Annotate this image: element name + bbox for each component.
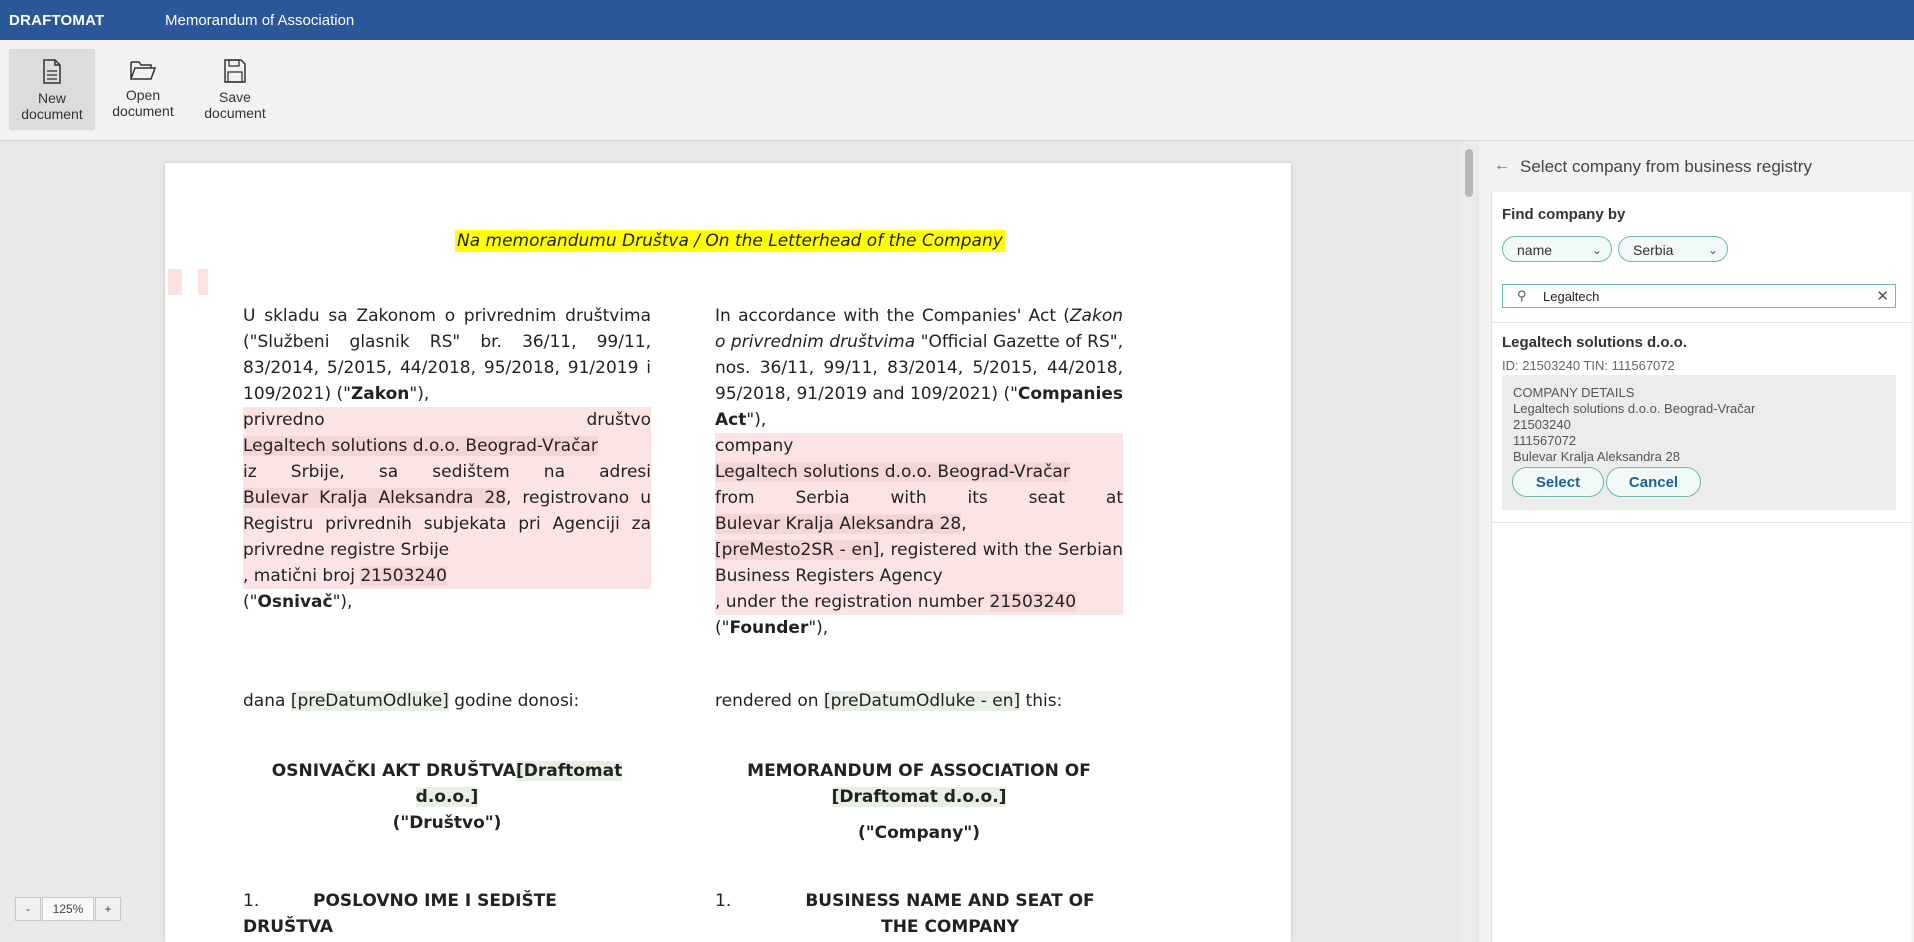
select-button[interactable]: Select bbox=[1512, 467, 1604, 497]
open-document-label-2: document bbox=[112, 103, 174, 119]
title-en: MEMORANDUM OF ASSOCIATION OF [Draftomat d.o.o.] ("Company") bbox=[747, 761, 1091, 843]
address-field[interactable]: Bulevar Kralja Aleksandra 28 bbox=[243, 488, 507, 508]
save-document-button[interactable] bbox=[192, 49, 278, 130]
zoom-in-button[interactable]: + bbox=[95, 897, 121, 921]
comment-marker[interactable] bbox=[198, 269, 208, 295]
open-document-button[interactable] bbox=[100, 49, 186, 130]
divider bbox=[1492, 322, 1911, 323]
details-address: Bulevar Kralja Aleksandra 28 bbox=[1513, 449, 1680, 464]
save-document-label-2: document bbox=[204, 105, 266, 121]
company-title-field-en[interactable]: [Draftomat d.o.o.] bbox=[831, 787, 1007, 807]
company-name-field[interactable]: Legaltech solutions d.o.o. Beograd-Vračar bbox=[243, 436, 598, 456]
letterhead-placeholder[interactable]: Na memorandumu Društva / On the Letterhead of the Company bbox=[457, 231, 1003, 251]
search-icon: ⚲ bbox=[1517, 288, 1527, 303]
section-1-heading-sr: 1. POSLOVNO IME I SEDIŠTE DRUŠTVA bbox=[243, 891, 557, 937]
chevron-down-icon: ⌄ bbox=[1591, 243, 1602, 257]
founder-block-sr[interactable]: privredno društvo Legaltech solutions d.o.o. Beograd-Vračar iz Srbije, sa sedištem na adresi Bulevar Kralja Aleksandra 28, registrovano u Registru privrednih subjekata pri Agenciji za privredne registre Srbije , matični broj 21503240 bbox=[243, 407, 651, 589]
date-line-en: rendered on [preDatumOdluke - en] this: bbox=[715, 691, 1063, 711]
company-title-field-sr[interactable]: [Draftomat d.o.o.] bbox=[415, 761, 623, 807]
new-document-label-1: New bbox=[37, 90, 66, 106]
title-sr: OSNIVAČKI AKT DRUŠTVA[Draftomat d.o.o.] ("Društvo") bbox=[271, 761, 623, 833]
registration-number-field-en[interactable]: 21503240 bbox=[989, 592, 1077, 612]
company-name-field-en[interactable]: Legaltech solutions d.o.o. Beograd-Vračar bbox=[715, 462, 1070, 482]
panel-header bbox=[1479, 141, 1914, 191]
document-title: Memorandum of Association bbox=[165, 12, 355, 29]
registration-number-field[interactable]: 21503240 bbox=[360, 566, 447, 586]
details-label: COMPANY DETAILS bbox=[1513, 385, 1635, 400]
panel-title: Select company from business registry bbox=[1520, 157, 1812, 176]
back-arrow-icon[interactable]: ← bbox=[1494, 157, 1510, 174]
section-1-heading-en: 1. BUSINESS NAME AND SEAT OF THE COMPANY bbox=[715, 891, 1095, 937]
search-value: Legaltech bbox=[1543, 289, 1600, 304]
details-tin: 111567072 bbox=[1513, 433, 1577, 448]
result-ids: ID: 21503240 TIN: 111567072 bbox=[1502, 358, 1675, 373]
serbian-column bbox=[243, 303, 651, 615]
company-search-input[interactable] bbox=[1502, 284, 1896, 308]
title-bar bbox=[0, 0, 1914, 40]
company-registry-panel bbox=[1479, 141, 1914, 942]
search-by-value: name bbox=[1517, 242, 1553, 258]
city-field-en[interactable]: [preMesto2SR - en] bbox=[715, 540, 880, 560]
scrollbar-thumb[interactable] bbox=[1465, 149, 1473, 197]
panel-content bbox=[1491, 192, 1911, 942]
new-document-button[interactable] bbox=[9, 49, 95, 130]
address-field-en[interactable]: Bulevar Kralja Aleksandra 28 bbox=[715, 514, 962, 534]
intro-paragraph-sr: U skladu sa Zakonom o privrednim društvima ("Službeni glasnik RS" br. 36/11, 99/11, 83/2014, 5/2015, 44/2018, 95/2018, 91/2019 i 109/2021) ("Zakon"), bbox=[243, 306, 651, 404]
founder-block-en[interactable]: company Legaltech solutions d.o.o. Beograd-Vračar from Serbia with its seat at Bulevar Kralja Aleksandra 28, [preMesto2SR - en], registered with the Serbian Business Registers Agency , under the registration number 21503240 bbox=[715, 433, 1123, 615]
app-logo: DRAFTOMAT bbox=[9, 12, 105, 29]
zoom-out-button[interactable]: - bbox=[15, 897, 41, 921]
new-document-icon bbox=[42, 59, 62, 84]
details-name: Legaltech solutions d.o.o. Beograd-Vračar bbox=[1513, 401, 1756, 416]
founder-alias-sr: ("Osnivač"), bbox=[243, 592, 353, 612]
details-id: 21503240 bbox=[1513, 417, 1571, 432]
save-document-label-1: Save bbox=[219, 89, 251, 105]
search-by-select[interactable] bbox=[1502, 236, 1612, 262]
english-column bbox=[715, 303, 1123, 641]
comment-marker[interactable] bbox=[168, 269, 182, 295]
open-document-label-1: Open bbox=[125, 87, 161, 103]
open-folder-icon bbox=[130, 59, 156, 81]
zoom-level[interactable]: 125% bbox=[42, 897, 94, 921]
find-by-label: Find company by bbox=[1502, 206, 1626, 223]
founder-alias-en: ("Founder"), bbox=[715, 618, 829, 638]
ribbon-toolbar bbox=[0, 40, 1914, 141]
intro-paragraph-en: In accordance with the Companies' Act (Zakon o privrednim društvima "Official Gazette of RS", nos. 36/11, 99/11, 83/2014, 5/2015, 44/2018, 95/2018, 91/2019 and 109/2021) ("Companies Act"), bbox=[715, 306, 1123, 430]
new-document-label-2: document bbox=[21, 106, 83, 122]
date-field-sr[interactable]: [preDatumOdluke] bbox=[290, 691, 449, 711]
company-details-box bbox=[1502, 375, 1896, 510]
clear-icon[interactable]: ✕ bbox=[1876, 288, 1889, 305]
result-company-name[interactable]: Legaltech solutions d.o.o. bbox=[1502, 334, 1688, 351]
divider bbox=[1492, 522, 1911, 523]
cancel-button[interactable]: Cancel bbox=[1606, 467, 1701, 497]
document-scrollbar[interactable] bbox=[1462, 141, 1476, 942]
chevron-down-icon: ⌄ bbox=[1707, 243, 1718, 257]
date-line-sr: dana [preDatumOdluke] godine donosi: bbox=[243, 691, 580, 711]
country-select[interactable] bbox=[1618, 236, 1728, 262]
date-field-en[interactable]: [preDatumOdluke - en] bbox=[823, 691, 1021, 711]
save-disk-icon bbox=[224, 59, 246, 83]
document-page[interactable] bbox=[165, 163, 1291, 942]
country-value: Serbia bbox=[1633, 242, 1674, 258]
